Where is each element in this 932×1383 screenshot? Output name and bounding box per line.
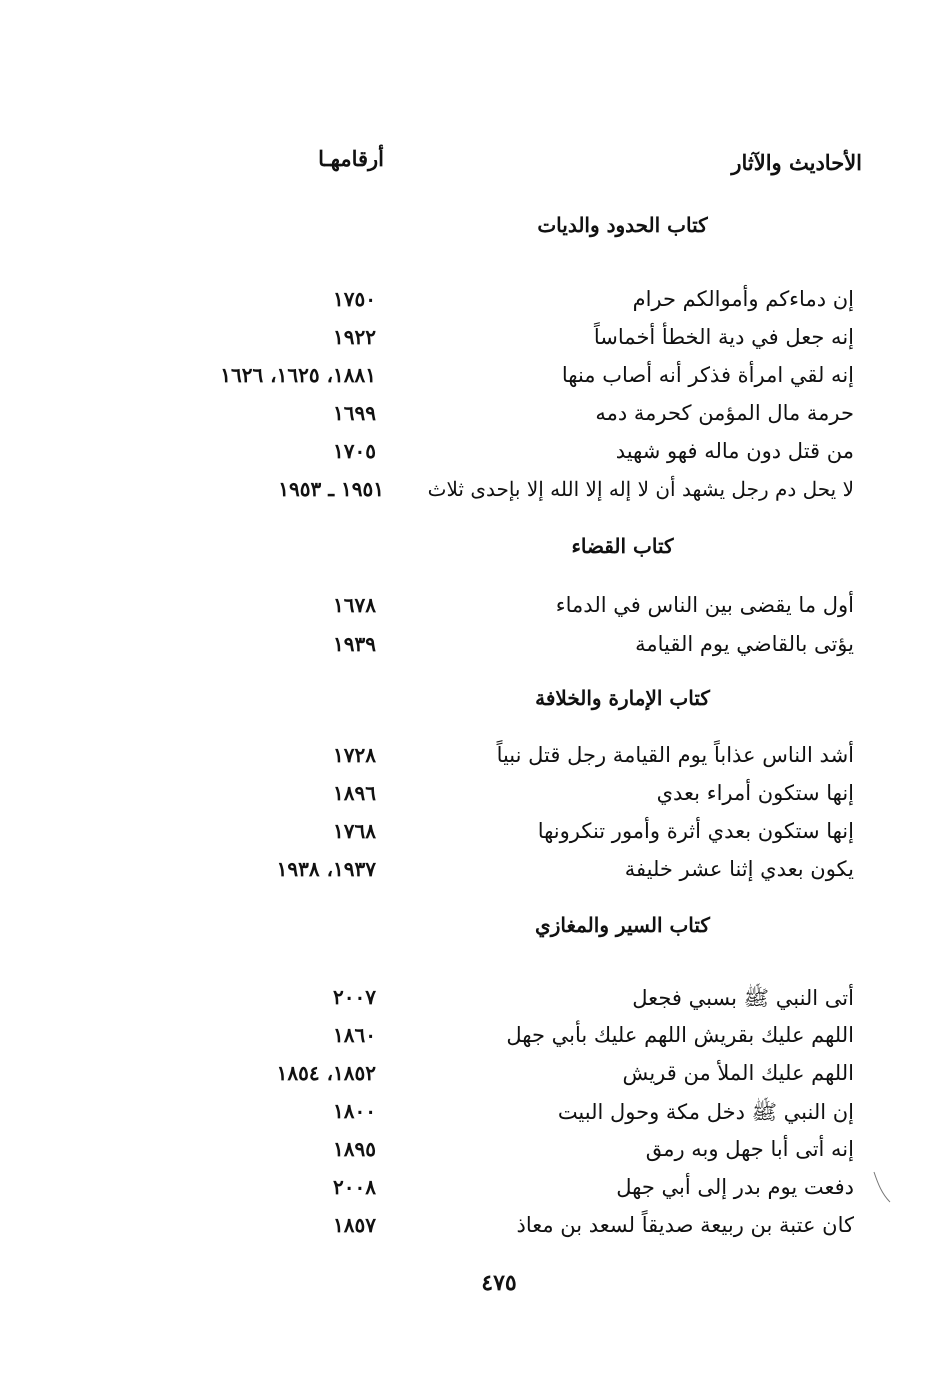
hadith-text: إنه جعل في دية الخطأ أخماساً xyxy=(593,325,854,349)
hadith-numbers: ١٨٩٦ xyxy=(333,781,376,805)
hadith-entry xyxy=(94,287,854,323)
hadith-numbers: ١٦٩٩ xyxy=(333,401,376,425)
hadith-numbers: ١٨٨١، ١٦٢٥، ١٦٢٦ xyxy=(220,363,376,387)
hadith-text: إنها ستكون أمراء بعدي xyxy=(656,781,854,805)
hadith-text: لا يحل دم رجل يشهد أن لا إله إلا الله إلا بإحدى ثلاث xyxy=(427,477,854,501)
section-title: كتاب القضاء xyxy=(571,534,674,558)
hadith-text: اللهم عليك الملأ من قريش xyxy=(622,1061,854,1085)
hadith-entry xyxy=(94,985,854,1021)
hadith-numbers: ١٧٥٠ xyxy=(333,287,376,311)
hadith-numbers: ١٦٧٨ xyxy=(333,593,376,617)
hadith-numbers: ٢٠٠٨ xyxy=(333,1175,376,1199)
hadith-numbers: ٢٠٠٧ xyxy=(333,985,376,1009)
hadith-numbers: ١٨٥٧ xyxy=(333,1213,376,1237)
hadith-entry xyxy=(94,1023,854,1059)
hadith-text: أتى النبي ﷺ بسبي فجعل xyxy=(632,986,854,1010)
hadith-entry xyxy=(94,325,854,361)
page-number: ٤٧٥ xyxy=(481,1270,517,1296)
hadith-entry xyxy=(94,363,854,399)
hadith-entry xyxy=(94,1099,854,1135)
hadith-text: حرمة مال المؤمن كحرمة دمه xyxy=(595,401,854,425)
hadith-text: إنها ستكون بعدي أثرة وأمور تنكرونها xyxy=(537,819,854,843)
hadith-numbers: ١٩٢٢ xyxy=(333,325,376,349)
hadith-text: إنه أتى أبا جهل وبه رمق xyxy=(645,1137,854,1161)
hadith-entry xyxy=(94,1061,854,1097)
column-header-hadiths: الأحاديث والآثار xyxy=(731,150,862,175)
hadith-text: كان عتبة بن ربيعة صديقاً لسعد بن معاذ xyxy=(516,1213,854,1237)
hadith-numbers: ١٨٠٠ xyxy=(333,1099,376,1123)
hadith-text: إن النبي ﷺ دخل مكة وحول البيت xyxy=(557,1100,854,1124)
hadith-numbers: ١٨٥٢، ١٨٥٤ xyxy=(276,1061,376,1085)
hadith-numbers: ١٩٥١ ـ ١٩٥٣ xyxy=(278,477,384,501)
hadith-numbers: ١٧٢٨ xyxy=(333,743,376,767)
section-title: كتاب الإمارة والخلافة xyxy=(535,686,710,710)
hadith-entry xyxy=(94,819,854,855)
hadith-entry xyxy=(94,857,854,893)
hadith-text: من قتل دون ماله فهو شهيد xyxy=(615,439,854,463)
hadith-entry xyxy=(94,477,854,513)
pen-mark xyxy=(872,1170,892,1204)
hadith-entry xyxy=(94,743,854,779)
hadith-text: اللهم عليك بقريش اللهم عليك بأبي جهل xyxy=(506,1023,854,1047)
hadith-numbers: ١٧٠٥ xyxy=(333,439,376,463)
hadith-text: إنه لقي امرأة فذكر أنه أصاب منها xyxy=(561,363,854,387)
section-title: كتاب الحدود والديات xyxy=(537,213,708,237)
hadith-text: دفعت يوم بدر إلى أبي جهل xyxy=(616,1175,854,1199)
hadith-numbers: ١٩٣٩ xyxy=(333,632,376,656)
hadith-entry xyxy=(94,1137,854,1173)
hadith-numbers: ١٨٩٥ xyxy=(333,1137,376,1161)
hadith-entry xyxy=(94,1213,854,1249)
column-header-numbers: أرقامهـا xyxy=(318,146,384,171)
hadith-text: أشد الناس عذاباً يوم القيامة رجل قتل نبياً xyxy=(496,743,854,767)
hadith-numbers: ١٨٦٠ xyxy=(333,1023,376,1047)
hadith-entry xyxy=(94,593,854,629)
hadith-text: يؤتى بالقاضي يوم القيامة xyxy=(635,632,854,656)
hadith-numbers: ١٩٣٧، ١٩٣٨ xyxy=(276,857,376,881)
hadith-entry xyxy=(94,632,854,668)
hadith-text: إن دماءكم وأموالكم حرام xyxy=(632,287,854,311)
hadith-entry xyxy=(94,439,854,475)
hadith-text: يكون بعدي إثنا عشر خليفة xyxy=(624,857,854,881)
hadith-numbers: ١٧٦٨ xyxy=(333,819,376,843)
section-title: كتاب السير والمغازي xyxy=(535,913,710,937)
hadith-entry xyxy=(94,401,854,437)
hadith-entry xyxy=(94,1175,854,1211)
hadith-text: أول ما يقضى بين الناس في الدماء xyxy=(555,593,854,617)
hadith-entry xyxy=(94,781,854,817)
